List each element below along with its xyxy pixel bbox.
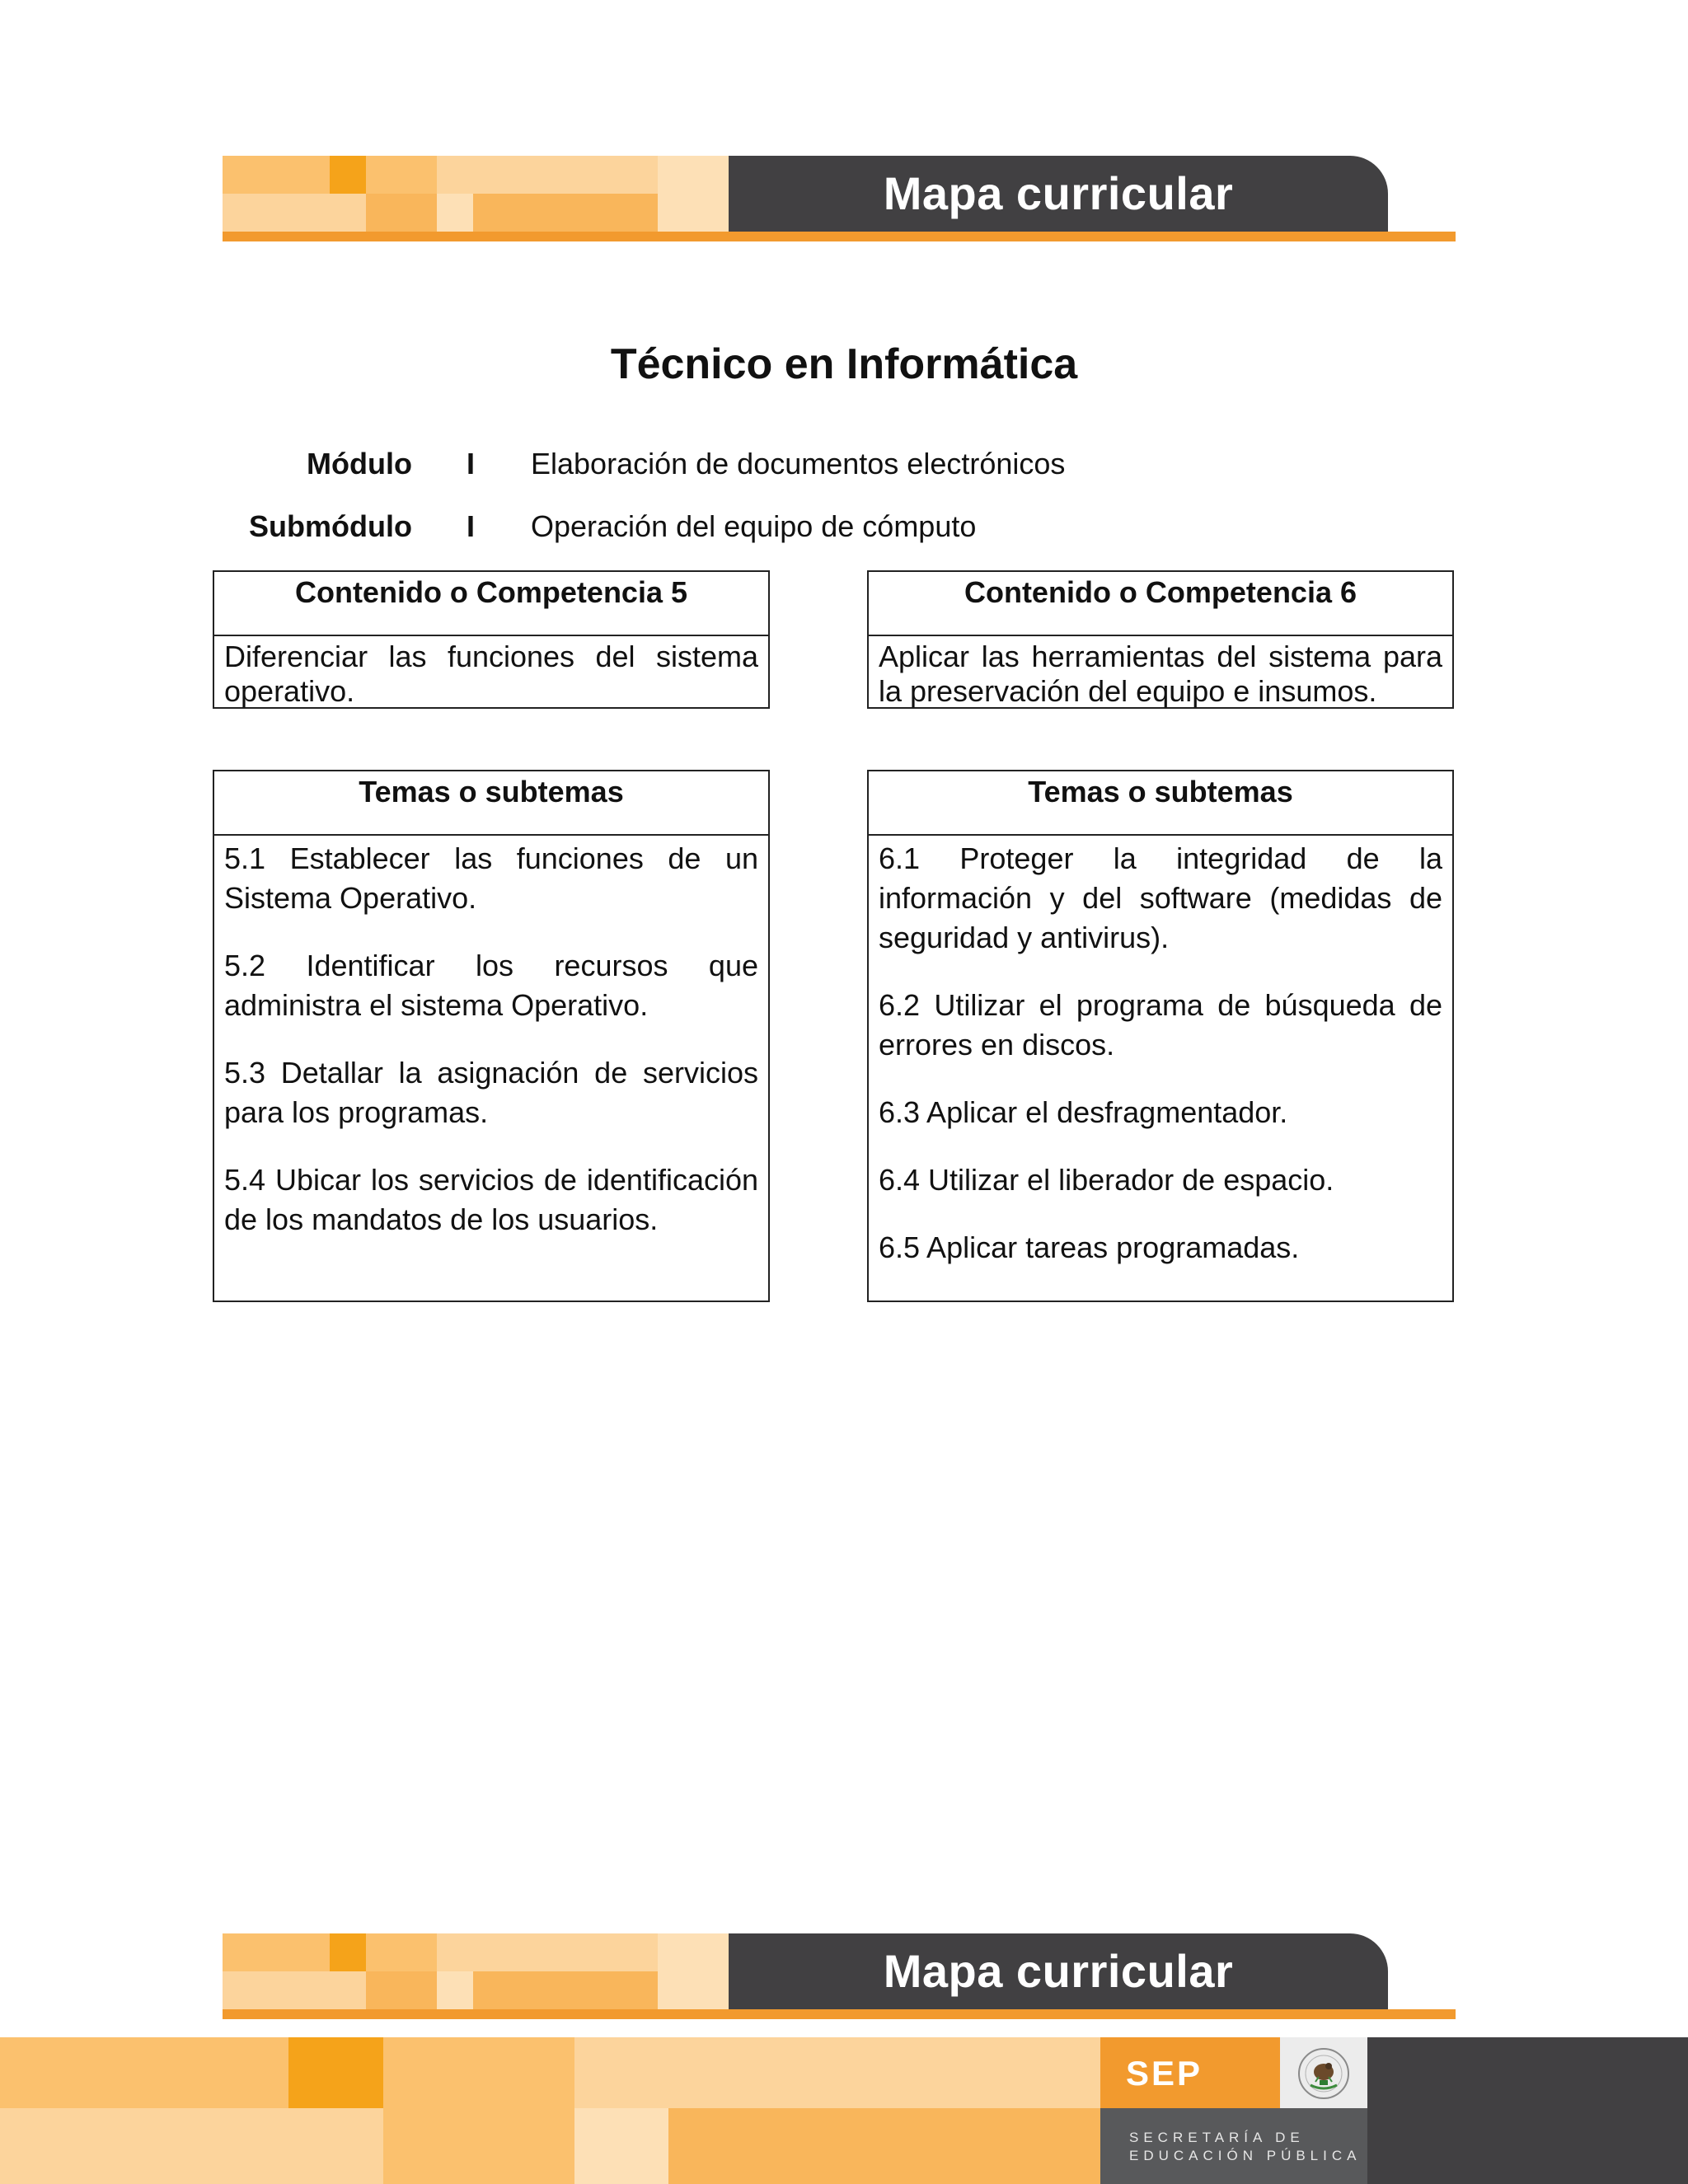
topics-5-box <box>213 770 770 1302</box>
topics-6-list <box>869 836 1452 1268</box>
topics-6-heading: Temas o subtemas <box>869 771 1452 836</box>
competencia-5-description: Diferenciar las funciones del sistema operativo. <box>224 640 758 708</box>
mexico-seal-icon <box>1291 2044 1357 2103</box>
sep-line-2: EDUCACIÓN PÚBLICA <box>1129 2148 1362 2163</box>
topic-6-2: 6.2 Utilizar el programa de búsqueda de errores en discos. <box>879 988 1442 1062</box>
submodulo-label: Submódulo <box>249 509 412 543</box>
topic-5-3: 5.3 Detallar la asignación de servicios para los programas. <box>224 1056 758 1129</box>
topic-5-1: 5.1 Establecer las funciones de un Sistema Operativo. <box>224 841 758 915</box>
competencia-6-box <box>867 570 1454 709</box>
header-banner <box>223 156 1456 243</box>
topic-6-3: 6.3 Aplicar el desfragmentador. <box>879 1095 1288 1129</box>
sep-logo-text: SEP <box>1126 2054 1203 2093</box>
modulo-label: Módulo <box>307 447 412 480</box>
topic-6-5: 6.5 Aplicar tareas programadas. <box>879 1230 1300 1264</box>
topic-5-4: 5.4 Ubicar los servicios de identificación de los mandatos de los usuarios. <box>224 1163 758 1236</box>
sep-line-1: SECRETARÍA DE <box>1129 2130 1305 2145</box>
footer-strip <box>0 2037 1688 2184</box>
topics-6-box <box>867 770 1454 1302</box>
submodulo-number: I <box>467 509 476 543</box>
topic-6-1: 6.1 Proteger la integridad de la información y del software (medidas de seguridad y antivirus). <box>879 841 1442 954</box>
footer-banner-title: Mapa curricular <box>883 1945 1234 1997</box>
header-title: Mapa curricular <box>883 167 1234 219</box>
footer-banner-rule <box>223 2009 1456 2019</box>
submodulo-name: Operación del equipo de cómputo <box>531 509 977 543</box>
modulo-number: I <box>467 447 476 480</box>
header-rule <box>223 232 1456 241</box>
competencia-5-heading: Contenido o Competencia 5 <box>214 572 768 636</box>
competencia-5-box <box>213 570 770 709</box>
document-title: Técnico en Informática <box>610 340 1078 388</box>
topic-6-4: 6.4 Utilizar el liberador de espacio. <box>879 1163 1334 1197</box>
topics-5-list <box>214 836 768 1240</box>
topics-5-heading: Temas o subtemas <box>214 771 768 836</box>
modulo-name: Elaboración de documentos electrónicos <box>531 447 1066 480</box>
footer-banner <box>223 1933 1456 2021</box>
topic-5-2: 5.2 Identificar los recursos que administra el sistema Operativo. <box>224 949 758 1022</box>
competencia-6-description: Aplicar las herramientas del sistema para la preservación del equipo e insumos. <box>879 640 1442 708</box>
competencia-6-heading: Contenido o Competencia 6 <box>869 572 1452 636</box>
